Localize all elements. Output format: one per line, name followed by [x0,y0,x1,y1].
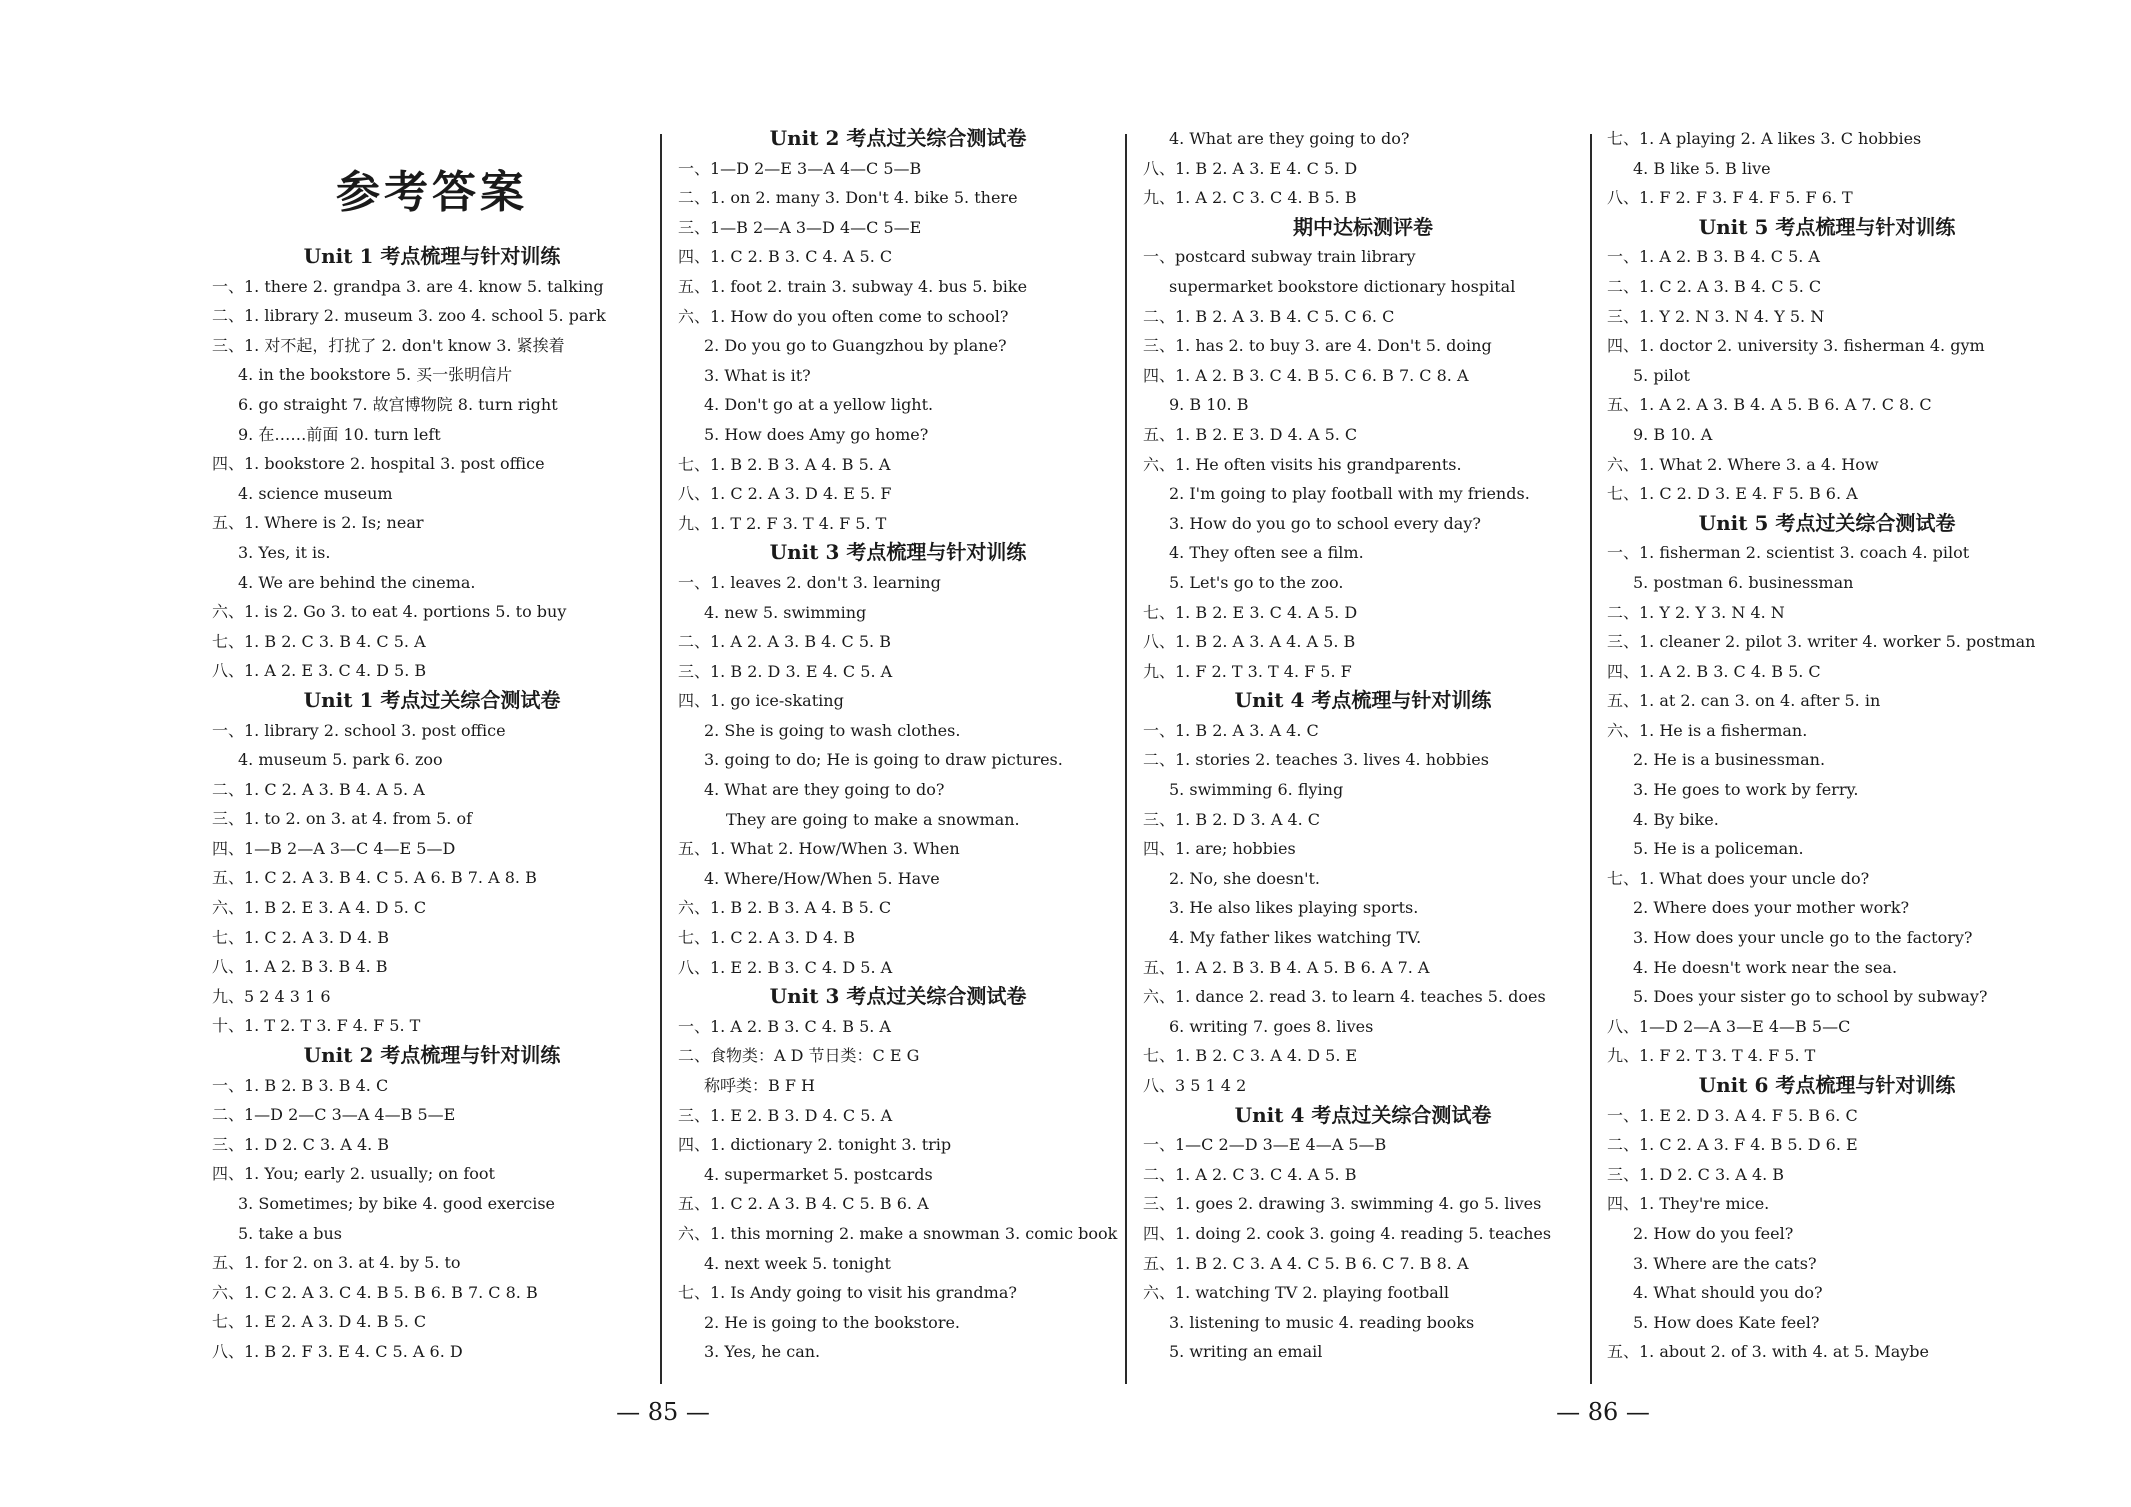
answer-column-4 [1607,124,2047,1367]
answer-line: 3. Where are the cats? [1633,1253,1817,1273]
answer-line: 3. Yes, it is. [238,542,331,562]
page-title: 参考答案 [336,167,528,218]
answer-line: 九、1. F 2. T 3. T 4. F 5. T [1607,1046,1816,1066]
answer-line: 六、1. How do you often come to school? [678,306,1009,326]
answer-line: 八、1—D 2—A 3—E 4—B 5—C [1607,1016,1851,1036]
answer-line: supermarket bookstore dictionary hospital [1169,276,1516,296]
section-heading: 期中达标测评卷 [1293,214,1433,239]
answer-line: 三、1—B 2—A 3—D 4—C 5—E [678,217,922,237]
section-heading: Unit 5 考点过关综合测试卷 [1698,510,1956,535]
answer-line: 一、1—D 2—E 3—A 4—C 5—B [678,158,922,178]
answer-line: 二、1. stories 2. teaches 3. lives 4. hobbies [1143,750,1489,770]
answer-line: 三、1. to 2. on 3. at 4. from 5. of [212,809,473,829]
answer-line: 2. He is a businessman. [1633,750,1826,770]
answer-line: 5. Let's go to the zoo. [1169,572,1344,592]
answer-line: 二、1. A 2. A 3. B 4. C 5. B [678,632,891,652]
answer-line: 称呼类：B F H [704,1076,815,1095]
answer-line: 八、1. A 2. E 3. C 4. D 5. B [212,661,427,681]
answer-line: 三、1. B 2. D 3. E 4. C 5. A [678,661,893,681]
answer-line: 2. Where does your mother work? [1633,898,1910,918]
answer-line: 3. How do you go to school every day? [1169,513,1481,533]
answer-line: 八、3 5 1 4 2 [1143,1076,1247,1095]
answer-line: 四、1. You; early 2. usually; on foot [212,1164,495,1184]
answer-line: 五、1. at 2. can 3. on 4. after 5. in [1607,691,1881,711]
answer-line: 9. B 10. A [1633,424,1713,444]
column-divider [1590,134,1592,1384]
answer-line: 三、1. goes 2. drawing 3. swimming 4. go 5. lives [1143,1194,1542,1214]
answer-line: 5. take a bus [238,1223,342,1243]
answer-line: 六、1. this morning 2. make a snowman 3. comic book [678,1223,1118,1243]
answer-line: 三、1. Y 2. N 3. N 4. Y 5. N [1607,306,1825,326]
section-heading: Unit 4 考点过关综合测试卷 [1234,1102,1492,1127]
answer-line: 5. pilot [1633,365,1690,385]
answer-line: 三、1. B 2. D 3. A 4. C [1143,809,1321,829]
answer-line: 三、1. D 2. C 3. A 4. B [1607,1164,1785,1184]
answer-line: 七、1. C 2. A 3. D 4. B [212,927,390,947]
answer-line: 4. B like 5. B live [1633,158,1771,178]
answer-line: 七、1. What does your uncle do? [1607,868,1870,888]
answer-line: 五、1. A 2. A 3. B 4. A 5. B 6. A 7. C 8. C [1607,395,1932,415]
answer-line: 3. What is it? [704,365,811,385]
answer-line: 2. No, she doesn't. [1169,868,1320,888]
answer-line: 一、1. there 2. grandpa 3. are 4. know 5. talking [212,276,604,296]
answer-line: 五、1. C 2. A 3. B 4. C 5. B 6. A [678,1194,929,1214]
answer-line: 5. Does your sister go to school by subway? [1633,987,1988,1007]
answer-line: 九、1. T 2. F 3. T 4. F 5. T [678,513,887,533]
answer-line: 六、1. C 2. A 3. C 4. B 5. B 6. B 7. C 8. B [212,1282,538,1302]
answer-line: 4. in the bookstore 5. 买一张明信片 [238,365,513,385]
answer-line: 4. What are they going to do? [704,780,945,800]
answer-line: 三、1. has 2. to buy 3. are 4. Don't 5. doing [1143,336,1492,356]
answer-line: 5. How does Kate feel? [1633,1312,1820,1332]
answer-line: 五、1. B 2. C 3. A 4. C 5. B 6. C 7. B 8. A [1143,1253,1469,1273]
answer-line: 2. Do you go to Guangzhou by plane? [704,336,1007,356]
answer-line: 二、1. B 2. A 3. B 4. C 5. C 6. C [1143,306,1395,326]
answer-line: 八、1. A 2. B 3. B 4. B [212,957,388,977]
answer-line: 七、1. B 2. B 3. A 4. B 5. A [678,454,891,474]
answer-line: 三、1. E 2. B 3. D 4. C 5. A [678,1105,893,1125]
answer-line: 4. next week 5. tonight [704,1253,891,1273]
answer-line: 9. 在……前面 10. turn left [238,424,441,444]
answer-line: 四、1. A 2. B 3. C 4. B 5. C 6. B 7. C 8. A [1143,365,1469,385]
answer-line: 四、1—B 2—A 3—C 4—E 5—D [212,838,456,858]
answer-line: 八、1. C 2. A 3. D 4. E 5. F [678,484,892,504]
answer-line: 6. go straight 7. 故宫博物院 8. turn right [238,394,558,414]
answer-line: 五、1. for 2. on 3. at 4. by 5. to [212,1253,461,1273]
answer-line: 五、1. about 2. of 3. with 4. at 5. Maybe [1607,1342,1929,1362]
answer-line: 9. B 10. B [1169,395,1249,415]
answer-line: 六、1. dance 2. read 3. to learn 4. teaches 5. does [1143,987,1546,1007]
answer-line: 2. He is going to the bookstore. [704,1312,961,1332]
answer-line: 七、1. Is Andy going to visit his grandma? [678,1283,1017,1303]
answer-line: 七、1. C 2. A 3. D 4. B [678,928,856,948]
answer-line: 4. new 5. swimming [704,602,867,622]
answer-line: 4. What should you do? [1633,1283,1823,1303]
answer-line: 一、1. B 2. A 3. A 4. C [1143,720,1319,740]
answer-line: 一、postcard subway train library [1143,247,1416,267]
answer-line: 3. He also likes playing sports. [1169,898,1419,918]
answer-line: 七、1. B 2. E 3. C 4. A 5. D [1143,602,1358,622]
answer-line: 四、1. go ice-skating [678,691,844,711]
answer-line: 二、1. C 2. A 3. B 4. C 5. C [1607,276,1822,296]
answer-line: 二、1. C 2. A 3. B 4. A 5. A [212,779,425,799]
answer-line: 一、1. B 2. B 3. B 4. C [212,1075,389,1095]
answer-line: 九、5 2 4 3 1 6 [212,986,331,1006]
section-heading: Unit 2 考点梳理与针对训练 [303,1043,561,1068]
page-number-right: — 86 — [1556,1398,1650,1426]
answer-line: 四、1. doing 2. cook 3. going 4. reading 5. teaches [1143,1223,1552,1243]
answer-line: 3. Yes, he can. [704,1342,821,1362]
answer-line: They are going to make a snowman. [726,809,1020,829]
answer-line: 二、1. Y 2. Y 3. N 4. N [1607,602,1785,622]
section-heading: Unit 3 考点过关综合测试卷 [769,984,1027,1009]
answer-line: 三、1. 对不起，打扰了 2. don't know 3. 紧挨着 [212,335,565,355]
answer-line: 5. postman 6. businessman [1633,572,1854,592]
answer-line: 二、1. on 2. many 3. Don't 4. bike 5. there [678,188,1018,208]
answer-line: 4. Where/How/When 5. Have [704,868,940,888]
answer-line: 八、1. B 2. A 3. E 4. C 5. D [1143,158,1358,178]
page-number-left: — 85 — [616,1398,710,1426]
answer-line: 2. How do you feel? [1633,1223,1794,1243]
answer-line: 3. going to do; He is going to draw pictures. [704,750,1063,770]
answer-line: 一、1—C 2—D 3—E 4—A 5—B [1143,1135,1387,1155]
answer-line: 七、1. E 2. A 3. D 4. B 5. C [212,1312,427,1332]
section-heading: Unit 1 考点梳理与针对训练 [303,244,561,268]
answer-line: 四、1. bookstore 2. hospital 3. post office [212,454,545,474]
section-heading: Unit 6 考点梳理与针对训练 [1698,1073,1956,1097]
answer-line: 九、1. A 2. C 3. C 4. B 5. B [1143,188,1357,208]
answer-line: 一、1. library 2. school 3. post office [212,720,506,740]
answer-line: 2. I'm going to play football with my friends. [1169,484,1530,504]
answer-line: 五、1. A 2. B 3. B 4. A 5. B 6. A 7. A [1143,957,1430,977]
answer-line: 5. swimming 6. flying [1169,780,1344,800]
section-heading: Unit 4 考点梳理与针对训练 [1234,688,1492,713]
answer-line: 六、1. What 2. Where 3. a 4. How [1607,454,1879,474]
answer-line: 一、1. A 2. B 3. C 4. B 5. A [678,1016,891,1036]
answer-line: 七、1. B 2. C 3. B 4. C 5. A [212,631,426,651]
answer-line: 七、1. C 2. D 3. E 4. F 5. B 6. A [1607,484,1858,504]
answer-line: 六、1. He is a fisherman. [1607,720,1808,740]
answer-line: 八、1. B 2. F 3. E 4. C 5. A 6. D [212,1341,463,1361]
answer-line: 八、1. B 2. A 3. A 4. A 5. B [1143,632,1356,652]
answer-line: 二、1. library 2. museum 3. zoo 4. school 5. park [212,306,606,326]
answer-line: 四、1. dictionary 2. tonight 3. trip [678,1135,952,1155]
answer-column-1 [212,124,652,1367]
answer-line: 三、1. D 2. C 3. A 4. B [212,1134,390,1154]
answer-line: 一、1. leaves 2. don't 3. learning [678,572,941,592]
answer-line: 4. He doesn't work near the sea. [1633,957,1898,977]
answer-column-3 [1143,124,1583,1367]
answer-line: 一、1. fisherman 2. scientist 3. coach 4. pilot [1607,543,1970,563]
answer-line: 4. My father likes watching TV. [1169,928,1422,948]
answer-line: 五、1. What 2. How/When 3. When [678,839,960,859]
answer-line: 五、1. B 2. E 3. D 4. A 5. C [1143,424,1358,444]
answer-line: 四、1. doctor 2. university 3. fisherman 4. gym [1607,336,1985,356]
answer-line: 四、1. They're mice. [1607,1194,1770,1214]
answer-line: 六、1. watching TV 2. playing football [1143,1283,1450,1303]
answer-line: 5. writing an email [1169,1342,1323,1362]
answer-line: 4. Don't go at a yellow light. [704,395,934,415]
answer-line: 七、1. A playing 2. A likes 3. C hobbies [1607,129,1922,148]
answer-line: 5. He is a policeman. [1633,839,1804,859]
answer-line: 六、1. He often visits his grandparents. [1143,454,1462,474]
section-heading: Unit 3 考点梳理与针对训练 [769,540,1027,565]
answer-line: 三、1. cleaner 2. pilot 3. writer 4. worker 5. postman [1607,632,2036,652]
answer-line: 4. museum 5. park 6. zoo [238,750,443,770]
answer-line: 2. She is going to wash clothes. [704,720,961,740]
answer-line: 五、1. C 2. A 3. B 4. C 5. A 6. B 7. A 8. B [212,868,537,888]
answer-line: 九、1. F 2. T 3. T 4. F 5. F [1143,661,1352,681]
answer-line: 二、1. A 2. C 3. C 4. A 5. B [1143,1164,1357,1184]
answer-line: 二、食物类：A D 节日类：C E G [678,1046,920,1066]
column-divider [1125,134,1127,1384]
answer-line: 六、1. is 2. Go 3. to eat 4. portions 5. to buy [212,602,567,622]
answer-line: 5. How does Amy go home? [704,424,929,444]
answer-line: 4. We are behind the cinema. [238,572,476,592]
answer-line: 3. How does your uncle go to the factory? [1633,928,1973,948]
answer-line: 二、1. C 2. A 3. F 4. B 5. D 6. E [1607,1135,1858,1155]
answer-line: 六、1. B 2. B 3. A 4. B 5. C [678,898,892,918]
answer-line: 六、1. B 2. E 3. A 4. D 5. C [212,898,427,918]
answer-line: 二、1—D 2—C 3—A 4—B 5—E [212,1105,456,1125]
answer-line: 4. They often see a film. [1169,543,1364,563]
section-heading: Unit 1 考点过关综合测试卷 [303,687,561,712]
column-divider [660,134,662,1384]
answer-line: 四、1. C 2. B 3. C 4. A 5. C [678,247,893,267]
answer-column-2 [678,124,1118,1367]
answer-line: 一、1. E 2. D 3. A 4. F 5. B 6. C [1607,1105,1858,1125]
answer-line: 五、1. foot 2. train 3. subway 4. bus 5. bike [678,276,1028,296]
answer-line: 一、1. A 2. B 3. B 4. C 5. A [1607,247,1820,267]
answer-line: 4. supermarket 5. postcards [704,1164,933,1184]
answer-line: 3. He goes to work by ferry. [1633,780,1859,800]
answer-line: 4. What are they going to do? [1169,129,1410,148]
answer-line: 4. By bike. [1633,809,1719,829]
answer-line: 3. Sometimes; by bike 4. good exercise [238,1194,555,1213]
answer-line: 八、1. E 2. B 3. C 4. D 5. A [678,957,893,977]
answer-line: 3. listening to music 4. reading books [1169,1312,1475,1332]
answer-line: 四、1. are; hobbies [1143,839,1296,859]
answer-line: 七、1. B 2. C 3. A 4. D 5. E [1143,1046,1358,1066]
answer-line: 6. writing 7. goes 8. lives [1169,1016,1374,1036]
answer-line: 五、1. Where is 2. Is; near [212,513,424,533]
section-heading: Unit 2 考点过关综合测试卷 [769,126,1027,150]
section-heading: Unit 5 考点梳理与针对训练 [1698,214,1956,239]
answer-line: 八、1. F 2. F 3. F 4. F 5. F 6. T [1607,188,1853,208]
answer-line: 十、1. T 2. T 3. F 4. F 5. T [212,1016,421,1036]
answer-line: 4. science museum [238,483,393,503]
answer-line: 四、1. A 2. B 3. C 4. B 5. C [1607,661,1821,681]
